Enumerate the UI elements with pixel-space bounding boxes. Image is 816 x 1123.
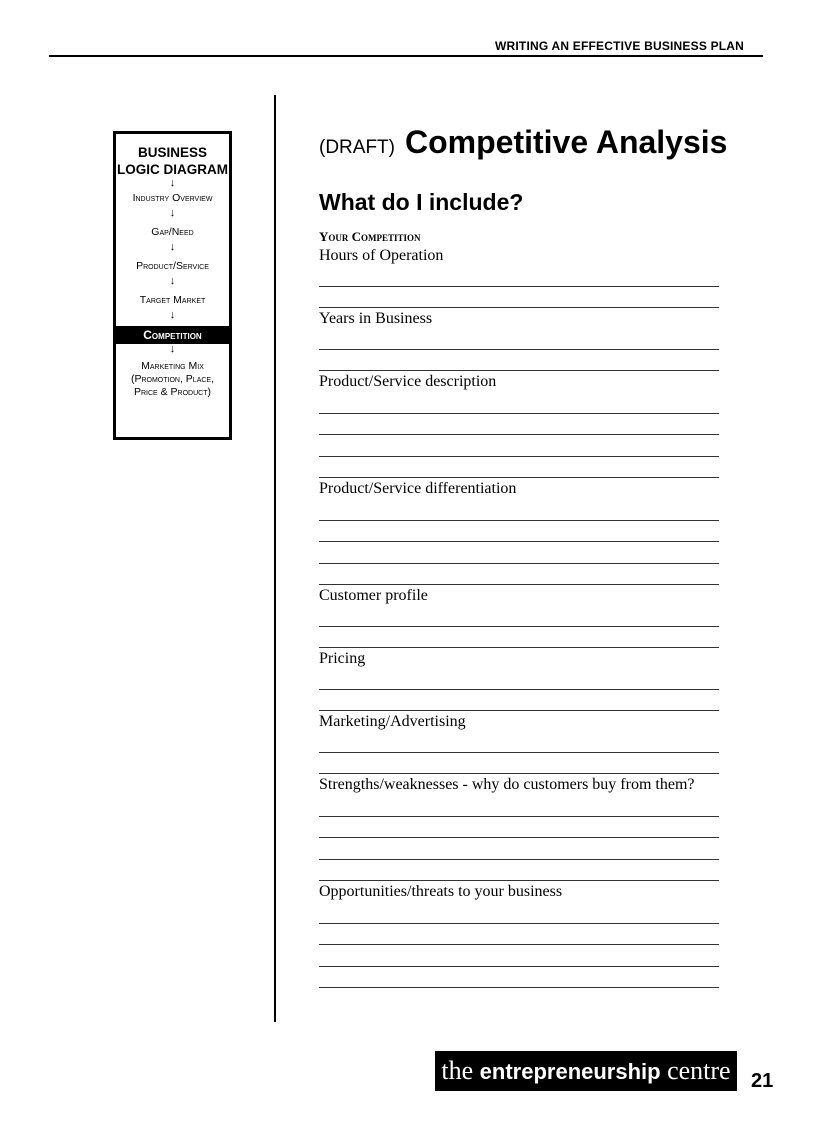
- answer-line[interactable]: [319, 435, 719, 457]
- answer-line[interactable]: [319, 924, 719, 946]
- answer-line[interactable]: [319, 329, 719, 350]
- field-label: Product/Service differentiation: [319, 480, 517, 497]
- answer-line[interactable]: [319, 669, 719, 690]
- answer-line[interactable]: [319, 499, 719, 521]
- answer-line[interactable]: [319, 753, 719, 774]
- arrow-icon: ↓: [169, 343, 176, 355]
- field-label: Opportunities/threats to your business: [319, 883, 563, 900]
- answer-line[interactable]: [319, 521, 719, 543]
- answer-line[interactable]: [319, 690, 719, 711]
- field-label: Pricing: [319, 650, 366, 667]
- draft-label: (DRAFT): [319, 137, 395, 158]
- logo-text: the: [441, 1056, 474, 1085]
- answer-line[interactable]: [319, 860, 719, 882]
- diagram-step: Gap/Need: [151, 226, 194, 238]
- field-label: Customer profile: [319, 587, 428, 604]
- page-title: [319, 124, 727, 161]
- field-label: Product/Service description: [319, 373, 497, 390]
- column-divider: [274, 95, 276, 1022]
- answer-line[interactable]: [319, 606, 719, 627]
- header-rule: [49, 55, 763, 57]
- arrow-icon: ↓: [169, 275, 176, 287]
- running-header: WRITING AN EFFECTIVE BUSINESS PLAN: [495, 39, 745, 53]
- answer-line[interactable]: [319, 795, 719, 817]
- logo-text-bold: entrepreneurship: [479, 1059, 661, 1084]
- page-number: 21: [751, 1070, 774, 1092]
- answer-line[interactable]: [319, 817, 719, 839]
- answer-line[interactable]: [319, 838, 719, 860]
- field-label: Strengths/weaknesses - why do customers buy from them?: [319, 776, 695, 793]
- business-logic-diagram: [113, 131, 232, 440]
- answer-line[interactable]: [319, 902, 719, 924]
- diagram-step: Target Market: [139, 294, 206, 306]
- answer-line[interactable]: [319, 627, 719, 648]
- arrow-icon: ↓: [169, 177, 176, 189]
- logo-text: centre: [667, 1056, 731, 1085]
- answer-line[interactable]: [319, 392, 719, 414]
- entrepreneurship-centre-logo: [435, 1051, 737, 1091]
- arrow-icon: ↓: [169, 241, 176, 253]
- answer-line[interactable]: [319, 414, 719, 436]
- arrow-icon: ↓: [169, 309, 176, 321]
- answer-line[interactable]: [319, 967, 719, 989]
- answer-line[interactable]: [319, 287, 719, 308]
- arrow-icon: ↓: [169, 207, 176, 219]
- diagram-step-highlighted: Competition: [116, 326, 229, 344]
- answer-line[interactable]: [319, 457, 719, 479]
- answer-line[interactable]: [319, 945, 719, 967]
- diagram-step: Product/Service: [136, 260, 209, 272]
- diagram-step: Marketing Mix (Promotion, Place, Price & Product): [130, 360, 215, 398]
- title-text: Competitive Analysis: [404, 124, 728, 160]
- subtitle: What do I include?: [319, 189, 524, 215]
- answer-line[interactable]: [319, 266, 719, 287]
- field-label: Hours of Operation: [319, 247, 444, 264]
- competition-form: [319, 229, 719, 988]
- answer-line[interactable]: [319, 732, 719, 753]
- diagram-step: Industry Overview: [132, 192, 213, 204]
- section-heading: Your Competition: [319, 229, 421, 244]
- answer-line[interactable]: [319, 542, 719, 564]
- field-label: Years in Business: [319, 310, 433, 327]
- field-label: Marketing/Advertising: [319, 713, 466, 730]
- answer-line[interactable]: [319, 350, 719, 371]
- diagram-title: BUSINESS LOGIC DIAGRAM: [117, 145, 228, 177]
- answer-line[interactable]: [319, 564, 719, 586]
